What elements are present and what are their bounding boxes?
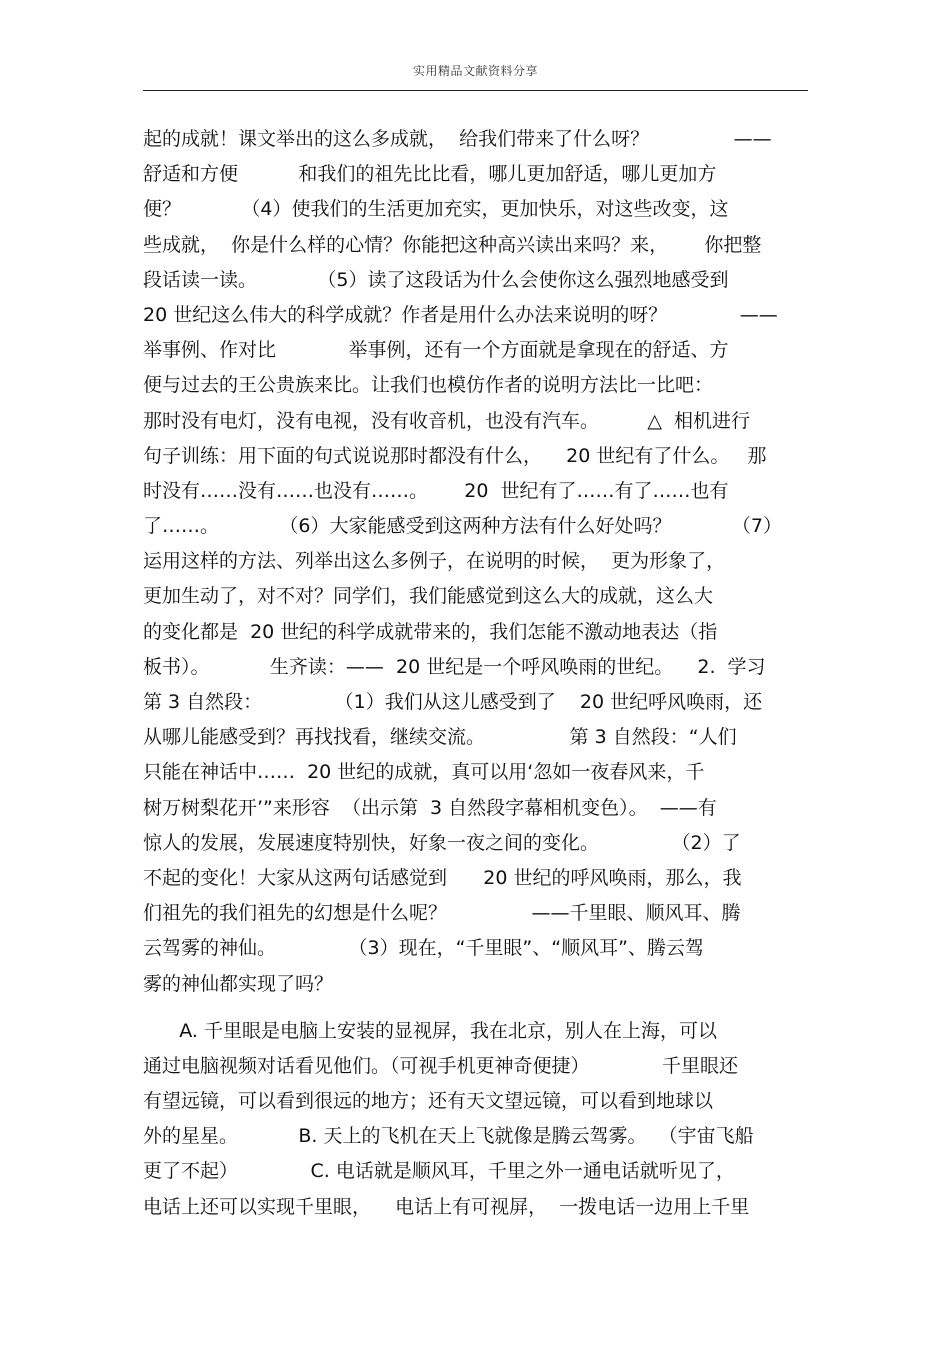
text-line: 第 3 自然段： （1）我们从这儿感受到了 20 世纪呼风唤雨，还 xyxy=(143,691,763,713)
text-line: 举事例、作对比 举事例，还有一个方面就是拿现在的舒适、方 xyxy=(143,339,729,362)
text-line: 们祖先的我们祖先的幻想是什么呢？ ——千里眼、顺风耳、腾 xyxy=(143,902,741,925)
text-line: 更了不起） C. 电话就是顺风耳，千里之外一通电话就听见了， xyxy=(143,1160,735,1183)
paragraph-1 xyxy=(143,122,808,1002)
paragraph-2 xyxy=(143,1014,808,1225)
text-line: 惊人的发展，发展速度特别快，好象一夜之间的变化。 （2）了 xyxy=(143,831,741,854)
text-line: 只能在神话中…… 20 世纪的成就，真可以用‘忽如一夜春风来，千 xyxy=(143,761,705,784)
paragraph-gap xyxy=(143,1002,808,1014)
text-line: 电话上还可以实现千里眼， 电话上有可视屏， 一拨电话一边用上千里 xyxy=(143,1195,750,1218)
text-line: 时没有……没有……也没有……。 20 世纪有了……有了……也有 xyxy=(143,479,729,502)
text-line: 板书）。 生齐读：—— 20 世纪是一个呼风唤雨的世纪。 2. 学习 xyxy=(143,655,766,678)
text-line: 有望远镜，可以看到很远的地方；还有天文望远镜，可以看到地球以 xyxy=(143,1090,714,1113)
text-line: 树万树梨花开’”来形容 （出示第 3 自然段字幕相机变色）。 ——有 xyxy=(143,796,717,819)
page-header: 实用精品文献资料分享 xyxy=(412,64,538,78)
text-line: 雾的神仙都实现了吗？ xyxy=(143,972,334,995)
text-line: 更加生动了，对不对？同学们，我们能感觉到这么大的成就，这么大 xyxy=(143,585,714,608)
text-line: 了……。 （6）大家能感受到这两种方法有什么好处吗？ （7） xyxy=(143,515,782,538)
text-line: 起的成就！课文举出的这么多成就， 给我们带来了什么呀？ —— xyxy=(143,128,772,150)
text-line: 云驾雾的神仙。 （3）现在，“千里眼”、“顺风耳”、腾云驾 xyxy=(143,937,704,960)
text-line: 运用这样的方法、列举出这么多例子，在说明的时候， 更为形象了， xyxy=(143,550,726,573)
text-line: 段话读一读。 （5）读了这段话为什么会使你这么强烈地感受到 xyxy=(143,268,729,291)
text-line: 通过电脑视频对话看见他们。（可视手机更神奇便捷） 千里眼还 xyxy=(143,1054,738,1077)
header-divider xyxy=(143,90,808,91)
text-line: 便与过去的王公贵族来比。让我们也模仿作者的说明方法比一比吧： xyxy=(143,374,714,397)
text-line: 外的星星。 B. 天上的飞机在天上飞就像是腾云驾雾。 （宇宙飞船 xyxy=(143,1125,754,1148)
text-line: 不起的变化！大家从这两句话感觉到 20 世纪的呼风唤雨，那么，我 xyxy=(143,866,742,889)
text-line: 些成就， 你是什么样的心情？你能把这种高兴读出来吗？来， 你把整 xyxy=(143,233,762,256)
text-line: 舒适和方便 和我们的祖先比比看，哪儿更加舒适，哪儿更加方 xyxy=(143,163,717,186)
document-body xyxy=(143,122,808,1225)
text-line: 句子训练：用下面的句式说说那时都没有什么， 20 世纪有了什么。 那 xyxy=(143,444,767,467)
text-line: 从哪儿能感受到？再找找看，继续交流。 第 3 自然段：“人们 xyxy=(143,726,737,749)
text-line: 的变化都是 20 世纪的科学成就带来的，我们怎能不激动地表达（指 xyxy=(143,620,718,643)
text-line: 那时没有电灯，没有电视，没有收音机，也没有汽车。 △ 相机进行 xyxy=(143,409,751,432)
text-line: 便？ （4）使我们的生活更加充实，更加快乐，对这些改变，这 xyxy=(143,198,729,221)
text-line: A. 千里眼是电脑上安装的显视屏，我在北京，别人在上海，可以 xyxy=(143,1019,717,1042)
text-line: 20 世纪这么伟大的科学成就？作者是用什么办法来说明的呀？ —— xyxy=(143,303,778,326)
